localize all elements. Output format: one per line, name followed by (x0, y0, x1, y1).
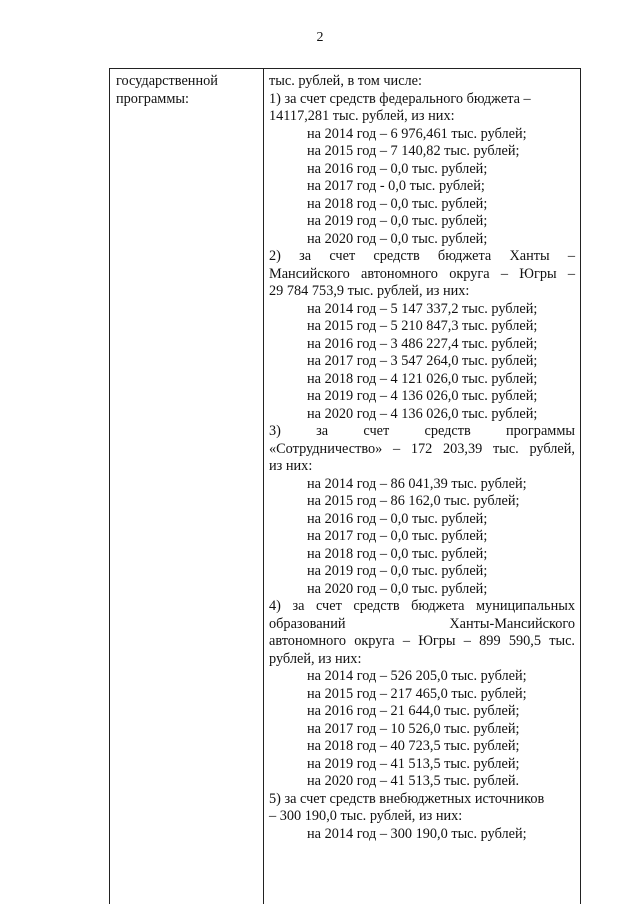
value-cell (269, 73, 575, 843)
funding-line: на 2018 год – 0,0 тыс. рублей; (307, 545, 488, 562)
funding-line: на 2015 год – 86 162,0 тыс. рублей; (307, 493, 520, 509)
funding-line: на 2018 год – 0,0 тыс. рублей; (307, 195, 488, 212)
funding-line: на 2018 год – 4 121 026,0 тыс. рублей; (307, 370, 538, 387)
funding-line: на 2015 год – 217 465,0 тыс. рублей; (307, 685, 527, 702)
page-number: 2 (316, 30, 324, 45)
funding-line: на 2020 год – 41 513,5 тыс. рублей. (307, 773, 520, 789)
funding-line: 29 784 753,9 тыс. рублей, из них: (269, 283, 470, 299)
funding-line: автономного округа – Югры – 899 590,5 тыс. (269, 633, 575, 649)
funding-line: на 2019 год – 4 136 026,0 тыс. рублей; (307, 388, 538, 404)
funding-line: на 2019 год – 0,0 тыс. рублей; (307, 563, 488, 579)
funding-line: 3) за счет средств программы (269, 423, 575, 439)
label-line: программы: (116, 90, 189, 107)
funding-line: Мансийского автономного округа – Югры – (269, 265, 575, 282)
funding-line: образований Ханты-Мансийского (269, 615, 575, 632)
funding-line: на 2020 год – 4 136 026,0 тыс. рублей; (307, 405, 538, 422)
funding-line: на 2016 год – 21 644,0 тыс. рублей; (307, 703, 520, 719)
funding-line: на 2016 год – 0,0 тыс. рублей; (307, 160, 488, 177)
funding-line: на 2017 год - 0,0 тыс. рублей; (307, 178, 485, 194)
funding-line: 5) за счет средств внебюджетных источников (269, 790, 545, 807)
funding-line: – 300 190,0 тыс. рублей, из них: (269, 808, 463, 824)
funding-line: «Сотрудничество» – 172 203,39 тыс. рублей, (269, 440, 575, 457)
funding-line: 14117,281 тыс. рублей, из них: (269, 108, 455, 124)
funding-line: 4) за счет средств бюджета муниципальных (269, 598, 575, 614)
funding-line: на 2015 год – 7 140,82 тыс. рублей; (307, 143, 520, 159)
funding-line: из них: (269, 458, 313, 474)
funding-line: на 2019 год – 0,0 тыс. рублей; (307, 213, 488, 229)
funding-line: на 2016 год – 3 486 227,4 тыс. рублей; (307, 335, 538, 352)
funding-line: на 2014 год – 86 041,39 тыс. рублей; (307, 475, 527, 492)
funding-line: на 2014 год – 5 147 337,2 тыс. рублей; (307, 300, 538, 317)
funding-line: на 2017 год – 3 547 264,0 тыс. рублей; (307, 353, 538, 369)
funding-line: 2) за счет средств бюджета Ханты – (269, 248, 575, 264)
funding-line: на 2017 год – 0,0 тыс. рублей; (307, 528, 488, 544)
funding-line: на 2017 год – 10 526,0 тыс. рублей; (307, 720, 520, 737)
funding-line: на 2015 год – 5 210 847,3 тыс. рублей; (307, 318, 538, 334)
funding-line: на 2014 год – 526 205,0 тыс. рублей; (307, 668, 527, 684)
funding-line: на 2020 год – 0,0 тыс. рублей; (307, 580, 488, 597)
funding-line: на 2019 год – 41 513,5 тыс. рублей; (307, 755, 520, 772)
funding-line: тыс. рублей, в том числе: (269, 73, 422, 89)
document-table (109, 68, 581, 904)
funding-line: на 2014 год – 6 976,461 тыс. рублей; (307, 125, 527, 142)
funding-line: на 2014 год – 300 190,0 тыс. рублей; (307, 825, 527, 842)
funding-line: рублей, из них: (269, 650, 362, 667)
column-divider (263, 69, 264, 904)
funding-line: 1) за счет средств федерального бюджета – (269, 90, 531, 107)
funding-line: на 2016 год – 0,0 тыс. рублей; (307, 510, 488, 527)
funding-line: на 2020 год – 0,0 тыс. рублей; (307, 230, 488, 247)
label-cell (116, 73, 256, 108)
label-line: государственной (116, 73, 218, 89)
funding-line: на 2018 год – 40 723,5 тыс. рублей; (307, 738, 520, 754)
